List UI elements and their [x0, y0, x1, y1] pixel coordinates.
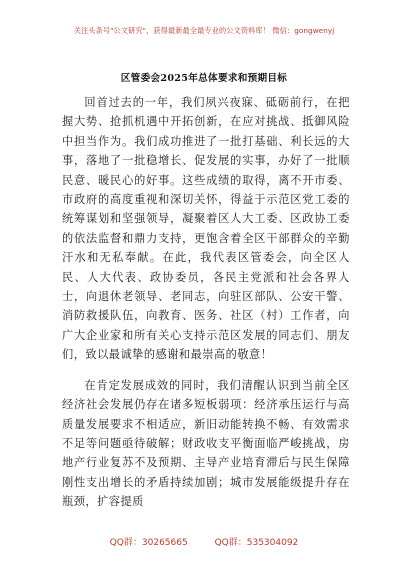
qq-footer [0, 535, 408, 548]
qq-group-1: QQ群：30265665 [109, 538, 188, 548]
document-title: 区管委会2025年总体要求和预期目标 [120, 73, 288, 84]
qq-group-2: QQ群：535304092 [214, 538, 299, 548]
document-body [62, 93, 350, 512]
paragraph-2: 在肯定发展成效的同时，我们清醒认识到当前全区经济社会发展仍存在诸多短板弱项：经济承压运行与高质量发展要求不相适应，新旧动能转换不畅、有效需求不足等问题亟待破解；财政收支平衡面临严峻挑战，房地产行业复苏不及预期、主导产业培育滞后与民生保障刚性支出增长的矛盾持续加剧；城市发展能级提升存在瓶颈，扩容提质 [62, 378, 350, 509]
paragraph-1: 回首过去的一年，我们夙兴夜寐、砥砺前行，在把握大势、抢抓机遇中开拓创新，在应对挑战、抵御风险中担当作为。我们成功推进了一批打基础、利长远的大事，落地了一批稳增长、促发展的实事，办好了一批顺民意、暖民心的好事。这些成绩的取得，离不开市委、市政府的高度重视和深切关怀，得益于示范区党工委的统筹谋划和坚强领导，凝聚着区人大工委、区政协工委的依法监督和鼎力支持，更饱含着全区干部群众的辛勤汗水和无私奉献。在此，我代表区管委会，向全区人民、人大代表、政协委员，各民主党派和社会各界人士，向退休老领导、老同志，向驻区部队、公安干警、消防救援队伍，向教育、医务、社区（村）工作者，向广大企业家和所有关心支持示范区发展的同志们、朋友们，致以最诚挚的感谢和最崇高的敬意！ [62, 96, 350, 362]
promo-header: 关注头条号"公文研究"，获得最新最全最专业的公文资料库！ 微信：gongwenyj [73, 26, 335, 35]
